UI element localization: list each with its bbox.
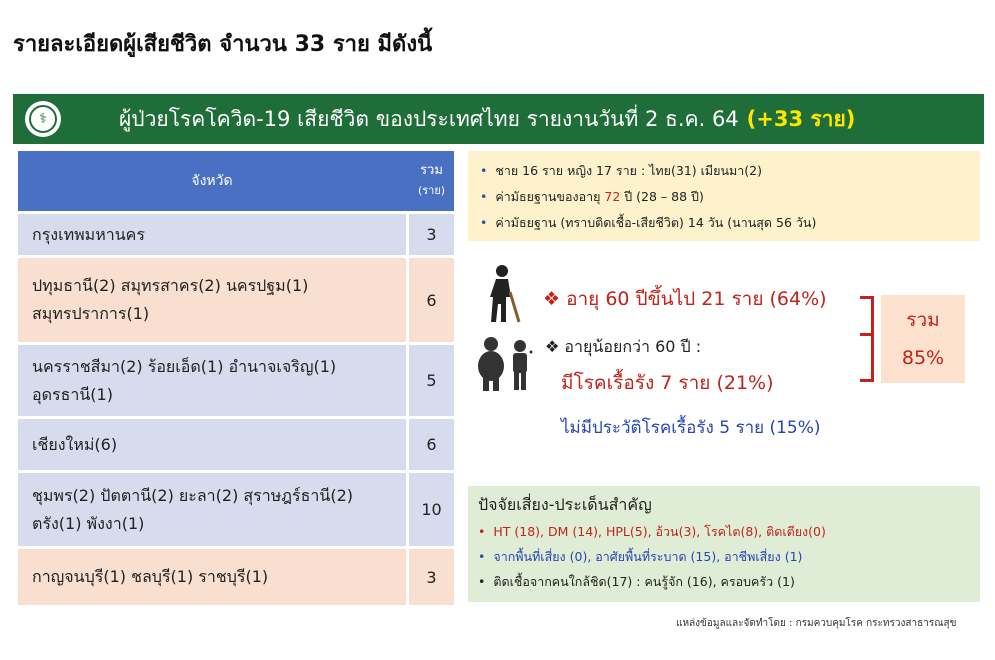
report-banner (13, 94, 984, 144)
province-cell (18, 214, 406, 255)
summary-item: • ค่ามัธยฐานของอายุ 72 ปี (28 – 88 ปี) (480, 189, 704, 204)
table-header (18, 151, 454, 211)
ministry-logo-icon: ⚕ (25, 101, 61, 137)
total-value: 85% (901, 347, 945, 369)
table-row (18, 345, 454, 416)
no-chronic-stat: ไม่มีประวัติโรคเรื้อรัง 5 ราย (15%) (561, 418, 821, 438)
table-row (18, 473, 454, 546)
table-row (18, 258, 454, 342)
total-cell: 10 (409, 473, 454, 546)
adults-icon (476, 336, 536, 392)
age-60-plus-stat: ❖ อายุ 60 ปีขึ้นไป 21 ราย (64%) (543, 288, 827, 310)
province-cell (18, 473, 406, 546)
summary-item: • ค่ามัธยฐาน (ทราบติดเชื้อ-เสียชีวิต) 14 วัน (นานสุด 56 วัน) (480, 215, 817, 230)
province-text: ชุมพร(2) ปัตตานี(2) ยะลา(2) สุราษฎร์ธานี(2) (32, 485, 353, 505)
median-age-value: 72 (604, 189, 621, 204)
risk-item: • HT (18), DM (14), HPL(5), อ้วน(3), โรคไต(8), ติดเตียง(0) (478, 524, 826, 539)
summary-item-text: ค่ามัธยฐานของอายุ (495, 189, 605, 204)
bracket-tick (860, 333, 874, 336)
total-cell: 5 (409, 345, 454, 416)
risk-item-text: ติดเชื้อจากคนใกล้ชิด(17) : คนรู้จัก (16), ครอบครัว (1) (493, 574, 795, 589)
bracket-divider (860, 296, 874, 382)
province-cell (18, 419, 406, 470)
risk-item-text: จากพื้นที่เสี่ยง (0), อาศัยพื้นที่ระบาด (15), อาชีพเสี่ยง (1) (493, 549, 803, 564)
total-percent-box (881, 295, 965, 383)
risk-item: • จากพื้นที่เสี่ยง (0), อาศัยพื้นที่ระบาด (15), อาชีพเสี่ยง (1) (478, 549, 803, 564)
header-total (409, 151, 454, 211)
province-text: เชียงใหม่(6) (32, 434, 118, 454)
summary-item-text: ค่ามัธยฐาน (ทราบติดเชื้อ-เสียชีวิต) 14 วัน (นานสุด 56 วัน) (495, 215, 817, 230)
province-text: กาญจนบุรี(1) ชลบุรี(1) ราชบุรี(1) (32, 567, 269, 586)
banner-title (119, 103, 855, 136)
header-province: จังหวัด (191, 173, 233, 189)
table-row (18, 549, 454, 605)
province-cell (18, 549, 406, 605)
summary-item-text: ปี (28 – 88 ปี) (620, 189, 704, 204)
summary-item: • ชาย 16 ราย หญิง 17 ราย : ไทย(31) เมียนมา(2) (480, 163, 762, 178)
summary-box (468, 151, 980, 241)
source-note: แหล่งข้อมูลและจัดทำโดย : กรมควบคุมโรค กระทรวงสาธารณสุข (676, 618, 957, 629)
table-row (18, 214, 454, 255)
banner-title-text: ผู้ป่วยโรคโควิด-19 เสียชีวิต ของประเทศไทย รายงานวันที่ 2 ธ.ค. 64 (119, 106, 739, 131)
header-total-unit: (ราย) (417, 184, 446, 197)
summary-item-text: ชาย 16 ราย หญิง 17 ราย : ไทย(31) เมียนมา(2) (495, 163, 762, 178)
province-text: กรุงเทพมหานคร (32, 224, 145, 244)
province-cell (18, 258, 406, 342)
total-cell: 6 (409, 419, 454, 470)
province-cell (18, 345, 406, 416)
risk-item-text: HT (18), DM (14), HPL(5), อ้วน(3), โรคไต(8), ติดเตียง(0) (493, 524, 826, 539)
risk-factors-box (468, 486, 980, 602)
table-row (18, 419, 454, 470)
total-cell: 6 (409, 258, 454, 342)
elderly-person-icon (484, 264, 526, 324)
under-60-chronic-stat: มีโรคเรื้อรัง 7 ราย (21%) (561, 372, 774, 394)
under-60-label: ❖ อายุน้อยกว่า 60 ปี : (545, 337, 702, 356)
province-text: นครราชสีมา(2) ร้อยเอ็ด(1) อำนาจเจริญ(1) (32, 356, 337, 376)
risk-title: ปัจจัยเสี่ยง-ประเด็นสำคัญ (478, 495, 652, 514)
province-text: ตรัง(1) พังงา(1) (32, 513, 145, 533)
province-text: อุดรธานี(1) (32, 384, 113, 404)
risk-item: • ติดเชื้อจากคนใกล้ชิด(17) : คนรู้จัก (16), ครอบครัว (1) (478, 574, 795, 589)
page-title: รายละเอียดผู้เสียชีวิต จำนวน 33 ราย มีดังนี้ (13, 32, 433, 57)
header-total-label: รวม (420, 163, 443, 178)
total-cell: 3 (409, 549, 454, 605)
province-text: ปทุมธานี(2) สมุทรสาคร(2) นครปฐม(1) (32, 276, 309, 295)
province-table (18, 151, 454, 605)
total-label: รวม (906, 309, 940, 331)
province-text: สมุทรปราการ(1) (32, 304, 150, 323)
banner-death-count: (+33 ราย) (746, 106, 856, 131)
total-cell: 3 (409, 214, 454, 255)
